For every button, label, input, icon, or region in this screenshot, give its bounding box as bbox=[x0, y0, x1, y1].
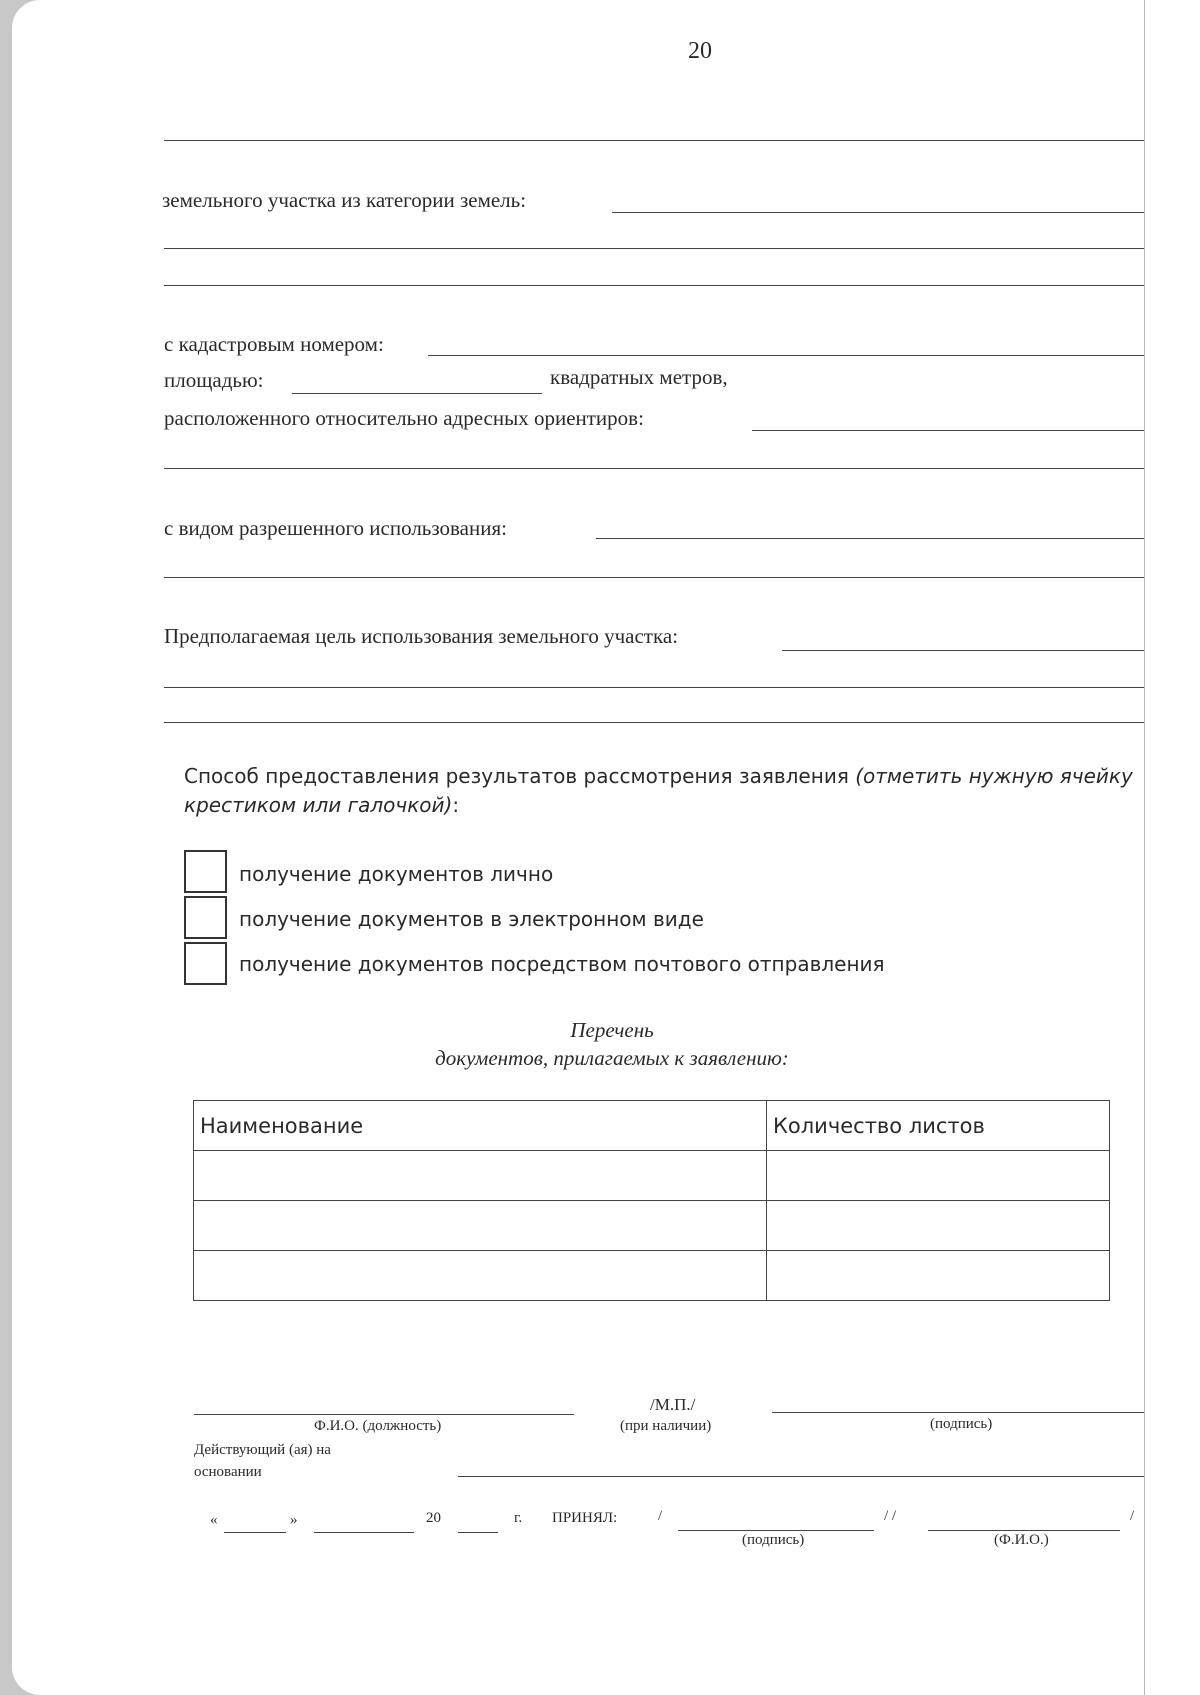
address-label: расположенного относительно адресных ориентиров: bbox=[164, 406, 644, 430]
signature-caption: (подпись) bbox=[930, 1416, 993, 1432]
date-year-suffix: г. bbox=[514, 1510, 523, 1526]
table-row bbox=[194, 1201, 1110, 1251]
date-day-input-line[interactable] bbox=[224, 1532, 286, 1533]
fio-position-caption: Ф.И.О. (должность) bbox=[314, 1418, 442, 1434]
fio-position-line[interactable] bbox=[194, 1414, 574, 1415]
permitted-use-label: с видом разрешенного использования: bbox=[164, 516, 507, 540]
date-month-input-line[interactable] bbox=[314, 1532, 414, 1533]
purpose-input-line[interactable] bbox=[782, 650, 1144, 651]
table-cell-sheets[interactable] bbox=[767, 1151, 1110, 1201]
documents-subtitle: документов, прилагаемых к заявлению: bbox=[435, 1046, 789, 1070]
delivery-method-intro bbox=[184, 764, 1133, 788]
date-year-prefix: 20 bbox=[426, 1510, 441, 1526]
land-category-input-line-2[interactable] bbox=[164, 248, 1144, 249]
permitted-use-input-line[interactable] bbox=[596, 538, 1144, 539]
purpose-label: Предполагаемая цель использования земельного участка: bbox=[164, 624, 679, 648]
accepted-signature-caption: (подпись) bbox=[742, 1532, 805, 1548]
delivery-method-text: Способ предоставления результатов рассмотрения заявления bbox=[184, 764, 849, 788]
cadastral-number-label: с кадастровым номером: bbox=[164, 332, 384, 356]
acting-basis-input-line[interactable] bbox=[458, 1476, 1144, 1477]
accepted-slash-3: / bbox=[1130, 1508, 1135, 1524]
address-input-line[interactable] bbox=[752, 430, 1144, 431]
checkbox-personal[interactable] bbox=[184, 850, 227, 893]
area-unit-label: квадратных метров, bbox=[550, 365, 728, 389]
table-cell-sheets[interactable] bbox=[767, 1251, 1110, 1301]
land-category-input-line-3[interactable] bbox=[164, 285, 1144, 286]
table-row bbox=[194, 1251, 1110, 1301]
accepted-signature-line[interactable] bbox=[678, 1530, 874, 1531]
accepted-fio-line[interactable] bbox=[928, 1530, 1120, 1531]
purpose-input-line-3[interactable] bbox=[164, 722, 1144, 723]
land-category-input-line[interactable] bbox=[612, 212, 1144, 213]
accepted-slash-2: / / bbox=[884, 1508, 897, 1524]
delivery-method-intro-line2 bbox=[184, 793, 459, 817]
table-cell-name[interactable] bbox=[194, 1151, 767, 1201]
document-page bbox=[12, 0, 1200, 1695]
table-header-row bbox=[194, 1101, 1110, 1151]
checkbox-electronic[interactable] bbox=[184, 896, 227, 939]
page-edge-line bbox=[1144, 0, 1145, 1695]
stamp-label: /М.П./ bbox=[650, 1395, 696, 1414]
purpose-input-line-2[interactable] bbox=[164, 687, 1144, 688]
page-number: 20 bbox=[688, 38, 712, 64]
rule-line bbox=[164, 140, 1144, 141]
delivery-method-colon: : bbox=[452, 793, 460, 817]
permitted-use-input-line-2[interactable] bbox=[164, 577, 1144, 578]
table-row bbox=[194, 1151, 1110, 1201]
acting-basis-label: Действующий (ая) на bbox=[194, 1442, 331, 1458]
date-open-quote: « bbox=[210, 1512, 218, 1528]
column-header-sheets: Количество листов bbox=[767, 1101, 1110, 1151]
acting-basis-label-2: основании bbox=[194, 1464, 262, 1480]
signature-line[interactable] bbox=[772, 1412, 1144, 1413]
stamp-note: (при наличии) bbox=[620, 1418, 712, 1434]
accepted-fio-caption: (Ф.И.О.) bbox=[994, 1532, 1049, 1548]
table-cell-sheets[interactable] bbox=[767, 1201, 1110, 1251]
area-label: площадью: bbox=[164, 368, 264, 392]
documents-table bbox=[193, 1100, 1110, 1301]
cadastral-number-input-line[interactable] bbox=[428, 355, 1144, 356]
column-header-name: Наименование bbox=[194, 1101, 767, 1151]
option-postal-label: получение документов посредством почтового отправления bbox=[239, 952, 885, 976]
date-year-input-line[interactable] bbox=[458, 1532, 498, 1533]
table-cell-name[interactable] bbox=[194, 1251, 767, 1301]
checkbox-postal[interactable] bbox=[184, 942, 227, 985]
accepted-label: ПРИНЯЛ: bbox=[552, 1510, 618, 1526]
accepted-slash-1: / bbox=[658, 1508, 663, 1524]
table-cell-name[interactable] bbox=[194, 1201, 767, 1251]
date-close-quote: » bbox=[290, 1512, 298, 1528]
delivery-method-note: (отметить нужную ячейку bbox=[855, 764, 1133, 788]
address-input-line-2[interactable] bbox=[164, 468, 1144, 469]
land-category-label: земельного участка из категории земель: bbox=[162, 188, 527, 212]
documents-title: Перечень bbox=[570, 1018, 654, 1042]
option-electronic-label: получение документов в электронном виде bbox=[239, 907, 704, 931]
area-input-line[interactable] bbox=[292, 393, 542, 394]
delivery-method-note-2: крестиком или галочкой) bbox=[184, 793, 453, 817]
option-personal-label: получение документов лично bbox=[239, 862, 554, 886]
